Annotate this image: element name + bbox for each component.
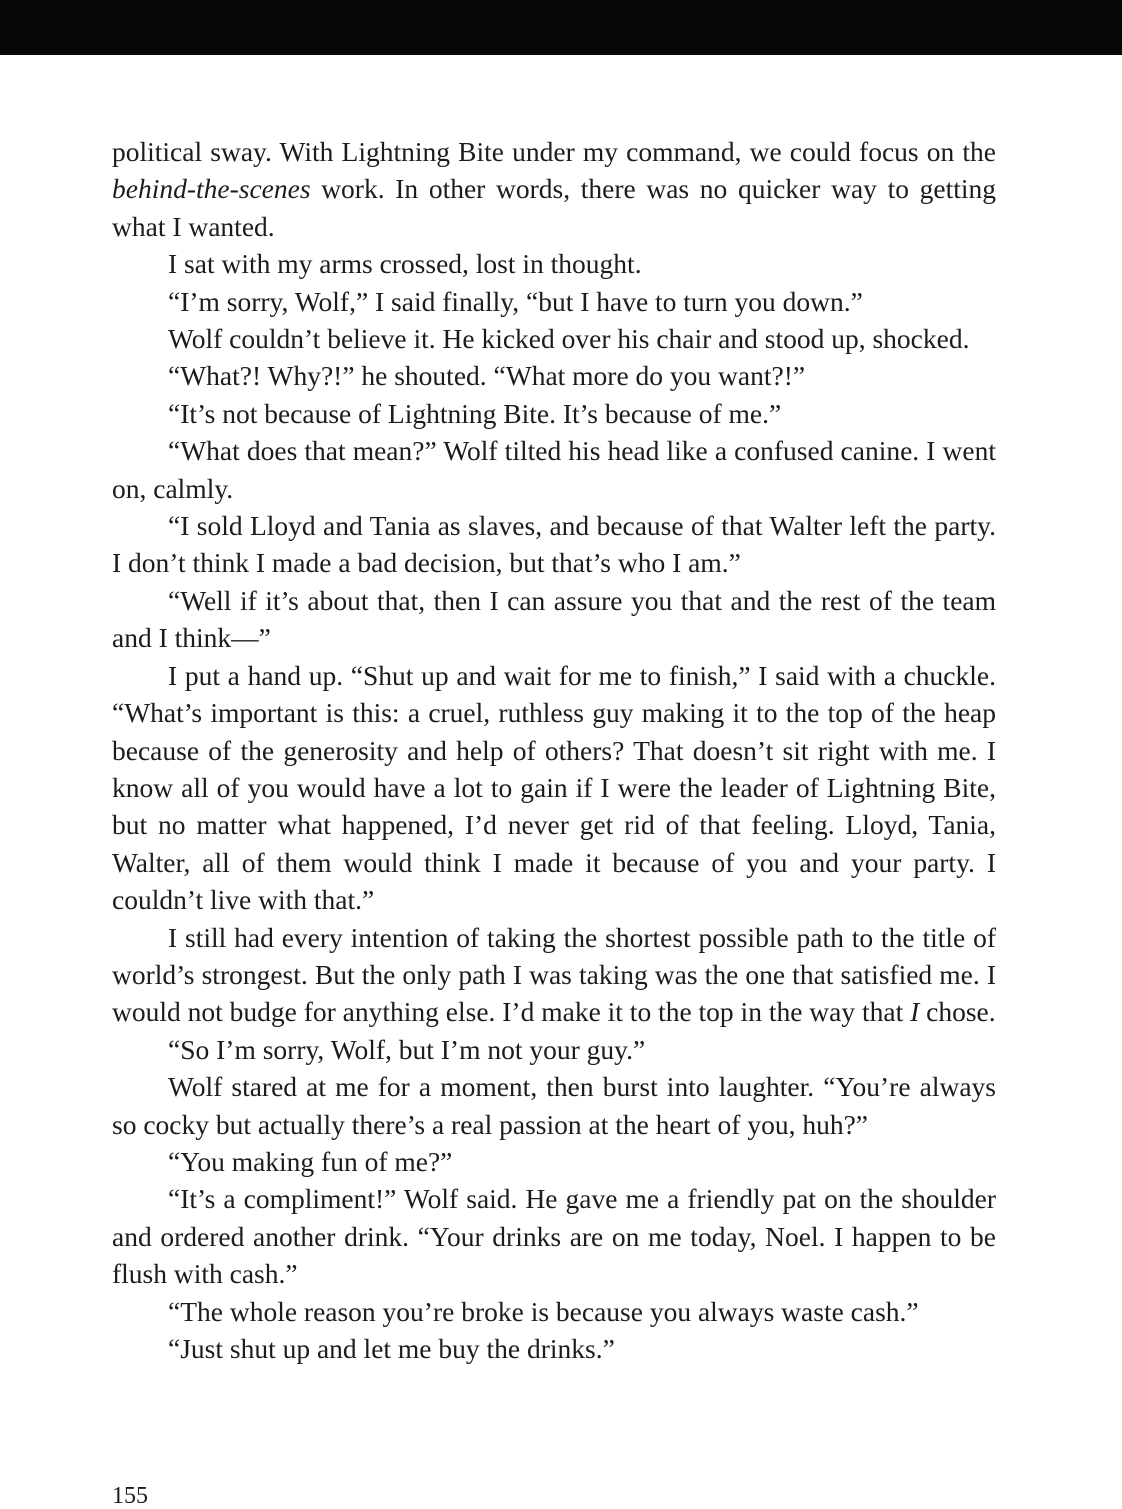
paragraph (112, 357, 996, 394)
text-run: I sat with my arms crossed, lost in thought. (168, 248, 642, 280)
page-number: 155 (112, 1483, 148, 1509)
paragraph (112, 1068, 996, 1143)
paragraph (112, 320, 996, 357)
text-run: political sway. With Lightning Bite under my command, we could focus on the (112, 136, 996, 167)
text-run: “I’m sorry, Wolf,” I said finally, “but I have to turn you down.” (168, 285, 863, 317)
paragraph (112, 1293, 996, 1330)
text-run: I still had every intention of taking the shortest possible path to the title of world’s strongest. But the only path I was taking was the one that satisfied me. I would not budge for anything else. I’d make it to the top in the way that (112, 921, 996, 1028)
text-run: “So I’m sorry, Wolf, but I’m not your guy.” (168, 1033, 646, 1065)
text-run: “It’s a compliment!” Wolf said. He gave me a friendly pat on the shoulder and ordered another drink. “Your drinks are on me today, Noel. I happen to be flush with cash.” (112, 1183, 996, 1290)
paragraph (112, 507, 996, 582)
page-body-text (112, 133, 996, 1367)
paragraph (112, 582, 996, 657)
paragraph (112, 432, 996, 507)
text-run: “What?! Why?!” he shouted. “What more do you want?!” (168, 360, 806, 392)
scan-top-border (0, 0, 1122, 55)
text-run: “Well if it’s about that, then I can assure you that and the rest of the team and I think—” (112, 584, 996, 654)
paragraph (112, 1180, 996, 1292)
paragraph (112, 919, 996, 1031)
paragraph (112, 283, 996, 320)
paragraph (112, 1143, 996, 1180)
text-run: Wolf stared at me for a moment, then burst into laughter. “You’re always so cocky but actually there’s a real passion at the heart of you, huh?” (112, 1071, 996, 1140)
text-run: “I sold Lloyd and Tania as slaves, and because of that Walter left the party. I don’t think I made a bad decision, but that’s who I am.” (112, 510, 996, 579)
text-run: I put a hand up. “Shut up and wait for me to finish,” I said with a chuckle. “What’s important is this: a cruel, ruthless guy making it to the top of the heap because of the generosity and help of others? That doesn’t sit right with me. I know all of you would have a lot to gain if I were the leader of Lightning Bite, but no matter what happened, I’d never get rid of that feeling. Lloyd, Tania, Walter, all of them would think I made it because of you and your party. I couldn’t live with that.” (112, 659, 996, 916)
paragraph (112, 133, 996, 245)
text-run: “Just shut up and let me buy the drinks.” (168, 1333, 615, 1364)
text-run: chose. (919, 996, 996, 1028)
paragraph (112, 657, 996, 919)
text-run: “You making fun of me?” (168, 1145, 453, 1177)
text-run: Wolf couldn’t believe it. He kicked over his chair and stood up, shocked. (168, 323, 970, 355)
paragraph (112, 1330, 996, 1367)
italic-text: I (910, 996, 920, 1028)
paragraph (112, 245, 996, 282)
italic-text: behind-the-scenes (112, 173, 311, 205)
text-run: “The whole reason you’re broke is because you always waste cash.” (168, 1295, 919, 1327)
text-run: “It’s not because of Lightning Bite. It’s because of me.” (168, 397, 782, 429)
text-run: “What does that mean?” Wolf tilted his head like a confused canine. I went on, calmly. (112, 435, 996, 504)
paragraph (112, 395, 996, 432)
text-run: work. In other words, there was no quicker way to getting what I wanted. (112, 173, 996, 242)
paragraph (112, 1031, 996, 1068)
